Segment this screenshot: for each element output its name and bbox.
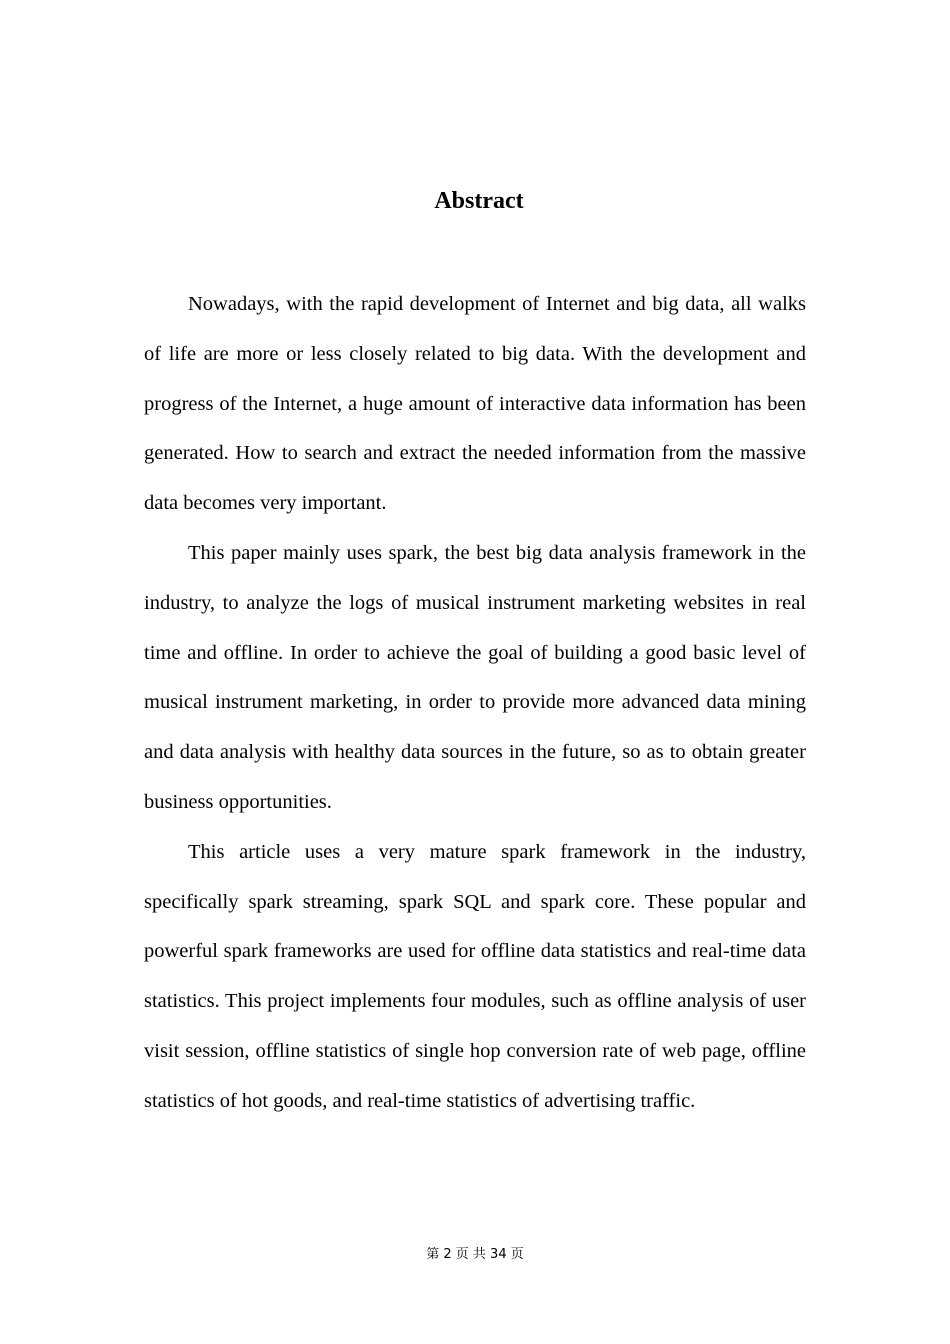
page-number-footer: 第 2 页 共 34 页 xyxy=(426,1247,524,1262)
page-title: Abstract xyxy=(434,188,524,214)
abstract-body xyxy=(144,280,806,1127)
abstract-paragraph-1: Nowadays, with the rapid development of Internet and big data, all walks of life are more or less closely related to big data. With the development and progress of the Internet, a huge amount of interactive data information has been generated. How to search and extract the needed information from the massive data becomes very important. xyxy=(144,293,806,515)
abstract-paragraph-2: This paper mainly uses spark, the best big data analysis framework in the industry, to analyze the logs of musical instrument marketing websites in real time and offline. In order to achieve the goal of building a good basic level of musical instrument marketing, in order to provide more advanced data mining and data analysis with healthy data sources in the future, so as to obtain greater business opportunities. xyxy=(144,541,806,813)
abstract-paragraph-3: This article uses a very mature spark framework in the industry, specifically spark streaming, spark SQL and spark core. These popular and powerful spark frameworks are used for offline data statistics and real-time data statistics. This project implements four modules, such as offline analysis of user visit session, offline statistics of single hop conversion rate of web page, offline statistics of hot goods, and real-time statistics of advertising traffic. xyxy=(144,840,806,1112)
